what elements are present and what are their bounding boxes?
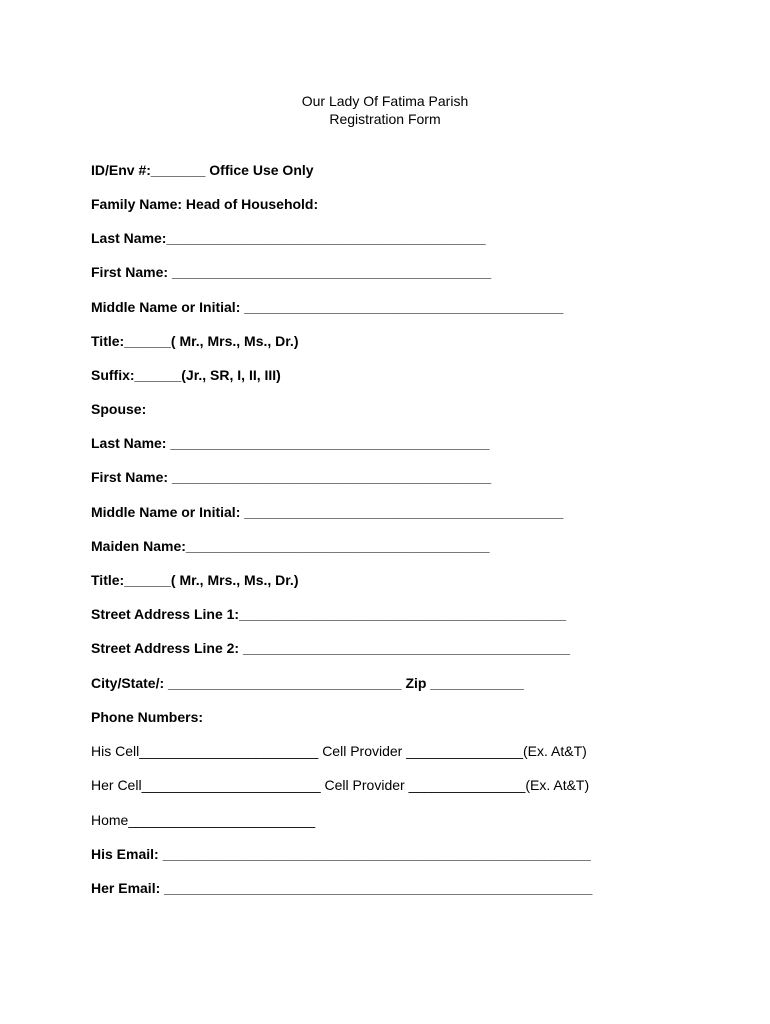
street-address-2-field[interactable]: Street Address Line 2: __________________________________________ — [91, 640, 570, 656]
parish-title: Our Lady Of Fatima Parish — [301, 93, 469, 109]
suffix-field[interactable]: Suffix:______(Jr., SR, I, II, III) — [91, 367, 281, 383]
his-cell-field[interactable]: His Cell_______________________ Cell Provider _______________(Ex. At&T) — [91, 743, 587, 759]
spouse-title-field[interactable]: Title:______( Mr., Mrs., Ms., Dr.) — [91, 572, 299, 588]
family-heading: Family Name: Head of Household: — [91, 196, 319, 212]
street-address-1-field[interactable]: Street Address Line 1:__________________________________________ — [91, 606, 567, 622]
form-title: Registration Form — [329, 111, 441, 127]
home-phone-field[interactable]: Home________________________ — [91, 812, 316, 828]
middle-name-field[interactable]: Middle Name or Initial: _________________________________________ — [91, 299, 564, 315]
her-email-field[interactable]: Her Email: _______________________________________________________ — [91, 880, 593, 896]
last-name-field[interactable]: Last Name:_________________________________________ — [91, 230, 486, 246]
maiden-name-field[interactable]: Maiden Name:_______________________________________ — [91, 538, 490, 554]
city-state-zip-field[interactable]: City/State/: ______________________________ Zip ____________ — [91, 675, 524, 691]
id-env-field[interactable]: ID/Env #:_______ Office Use Only — [91, 162, 314, 178]
his-email-field[interactable]: His Email: _______________________________________________________ — [91, 846, 591, 862]
form-header — [0, 92, 770, 128]
phone-heading: Phone Numbers: — [91, 709, 204, 725]
first-name-field[interactable]: First Name: _________________________________________ — [91, 264, 492, 280]
spouse-last-name-field[interactable]: Last Name: _________________________________________ — [91, 435, 490, 451]
her-cell-field[interactable]: Her Cell_______________________ Cell Provider _______________(Ex. At&T) — [91, 777, 590, 793]
title-field[interactable]: Title:______( Mr., Mrs., Ms., Dr.) — [91, 333, 299, 349]
spouse-first-name-field[interactable]: First Name: _________________________________________ — [91, 469, 492, 485]
spouse-heading: Spouse: — [91, 401, 147, 417]
spouse-middle-name-field[interactable]: Middle Name or Initial: _________________________________________ — [91, 504, 564, 520]
